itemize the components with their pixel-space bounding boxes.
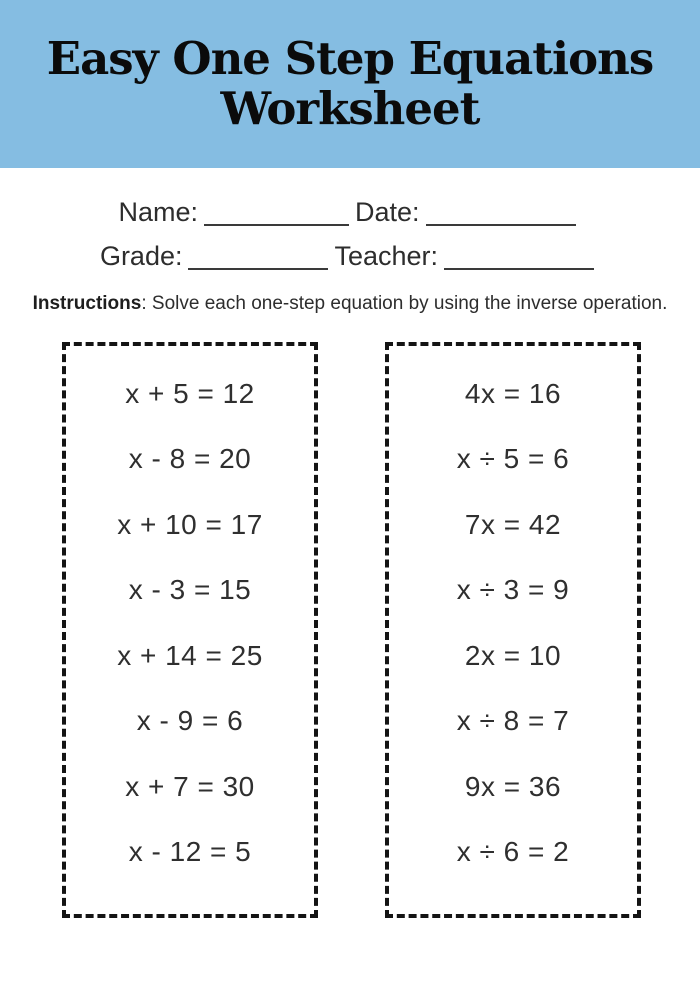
- header-banner: [0, 0, 700, 168]
- equation-item: x - 8 = 20: [128, 443, 252, 475]
- equation-item: x ÷ 3 = 9: [456, 574, 570, 606]
- equation-item: x + 10 = 17: [117, 508, 263, 540]
- grade-blank-line: [188, 256, 328, 270]
- equation-item: x ÷ 5 = 6: [456, 443, 570, 475]
- date-label: Date:: [354, 197, 420, 227]
- equations-box-right: [385, 342, 641, 918]
- grade-teacher-line: [0, 234, 700, 278]
- instructions-body: : Solve each one-step equation by using the inverse operation.: [141, 293, 668, 314]
- equation-item: x ÷ 6 = 2: [456, 835, 570, 867]
- teacher-label: Teacher:: [334, 241, 439, 271]
- worksheet-title: [46, 31, 654, 135]
- equation-item: x + 14 = 25: [117, 639, 263, 671]
- date-blank-line: [426, 212, 576, 226]
- equation-item: 2x = 10: [464, 639, 562, 671]
- teacher-blank-line: [444, 256, 594, 270]
- student-info-block: [0, 190, 700, 278]
- grade-label: Grade:: [99, 241, 183, 271]
- equation-item: 4x = 16: [464, 378, 562, 409]
- name-date-line: [0, 190, 700, 234]
- equation-item: x - 9 = 6: [136, 705, 244, 737]
- name-label: Name:: [118, 197, 198, 227]
- equation-item: 7x = 42: [464, 508, 562, 540]
- name-blank-line: [204, 212, 349, 226]
- worksheet-title-line1: Easy One Step Equations: [46, 31, 654, 85]
- equation-columns: [62, 342, 641, 918]
- instructions-text: [30, 292, 670, 316]
- worksheet-title-line2: Worksheet: [220, 82, 480, 135]
- instructions-label: Instructions: [32, 293, 142, 314]
- equation-item: x - 12 = 5: [128, 835, 252, 867]
- equation-item: x + 5 = 12: [125, 378, 255, 409]
- equation-item: x - 3 = 15: [128, 574, 252, 606]
- equations-box-left: [62, 342, 318, 918]
- equation-item: 9x = 36: [464, 770, 562, 802]
- equation-item: x ÷ 8 = 7: [456, 705, 570, 737]
- equation-item: x + 7 = 30: [125, 770, 255, 802]
